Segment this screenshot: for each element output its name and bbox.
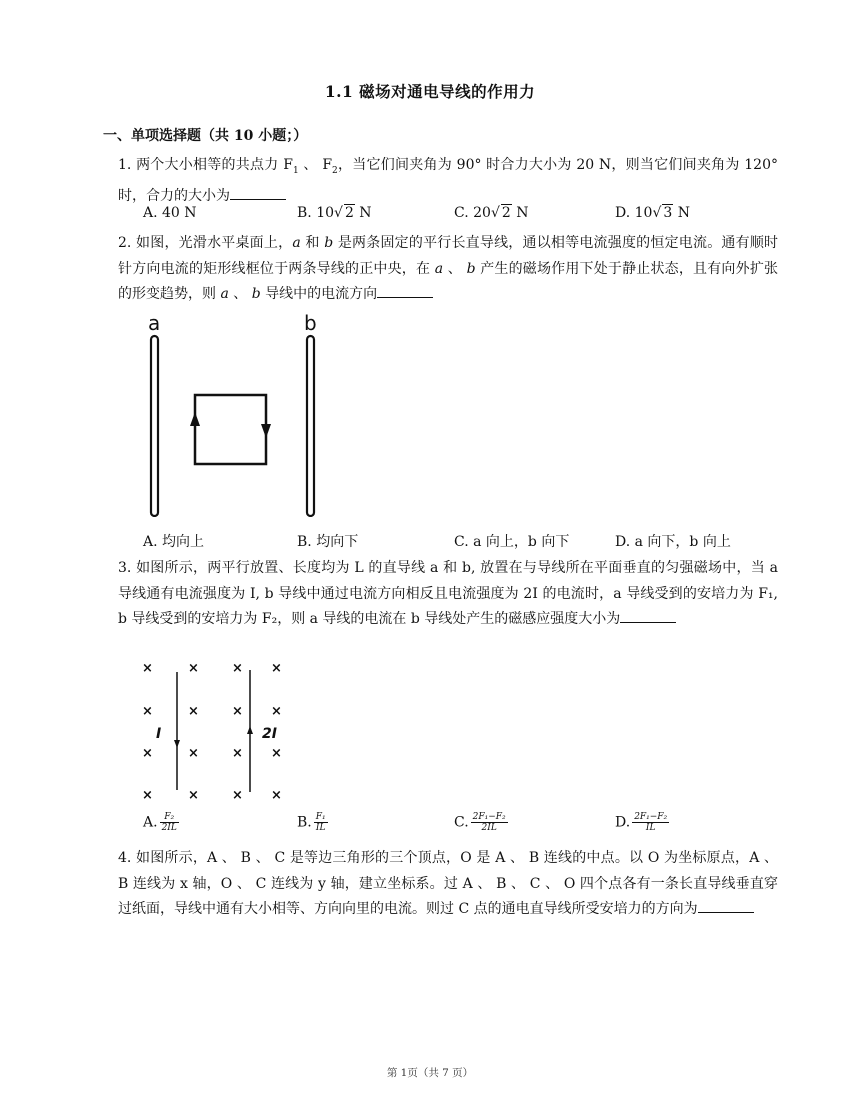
svg-text:×: ×	[142, 704, 153, 719]
question-text: 、	[228, 286, 252, 302]
current-label-2i: 2I	[262, 726, 277, 742]
wire-a-label: a	[148, 312, 161, 335]
page-footer: 第 1页（共 7 页）	[386, 1067, 474, 1079]
options-row	[143, 812, 783, 840]
arrow-down-icon	[174, 740, 180, 748]
wire-b	[307, 336, 314, 516]
wire-a	[151, 336, 158, 516]
question-text: 产生的磁场作用下处于静止状态，且有向外扩张的形变趋势，则	[118, 260, 779, 302]
answer-blank	[698, 898, 754, 913]
svg-text:×: ×	[188, 746, 199, 761]
svg-text:×: ×	[232, 661, 243, 676]
question-1: 1. 两个大小相等的共点力 $F_1$ 、 $F_2$，当它们间夹角为 90° 时合力大小为 20 N，则当它们间夹角为 120° 时，合力的大小为	[118, 157, 778, 205]
svg-text:×: ×	[271, 704, 282, 719]
question-number: 1.	[118, 157, 132, 173]
question-text: 、	[443, 260, 467, 277]
option-d: D. a 向下，b 向上	[615, 534, 731, 550]
arrow-up-icon	[247, 726, 253, 734]
question-2: 2. 如图，光滑水平桌面上，a 和 b 是两条固定的平行长直导线，通以相等电流强度的恒定电流。通有顺时针方向电流的矩形线框位于两条导线的正中央，在 a 、 b 产生的磁场作用下处于静止状态，且有向外扩张的形变趋势，则 a 、 b 导线中的电流方向	[118, 235, 779, 302]
option-b: B. 均向下	[297, 534, 359, 550]
svg-text:×: ×	[142, 746, 153, 761]
option-a: A. 40 N	[143, 205, 197, 221]
page-title: 1.1 磁场对通电导线的作用力	[324, 82, 536, 101]
options-row	[143, 205, 783, 227]
option-b: B. 10√ 2 N	[297, 205, 372, 221]
svg-text:×: ×	[232, 704, 243, 719]
question-text: 和	[300, 235, 325, 251]
svg-text:×: ×	[142, 788, 153, 803]
figure-magnetic-field	[138, 660, 288, 805]
option-a: A. $\frac{\text{F₂}}{2IL}$	[143, 812, 177, 833]
question-text: 如图所示，A 、 B 、 C 是等边三角形的三个顶点，O 是 A 、 B 连线的中点。以 O 为坐标原点，A 、 B 连线为 x 轴，O 、 C 连线为 y 轴，建立坐标系。过 A 、 B 、 C 、 O 四个点各有一条长直导线垂直穿过纸面，导线中通有大小相等、方向向里的电流。则过 C 点的通电直导线所受安培力的方向为	[118, 850, 778, 917]
answer-blank	[230, 185, 286, 200]
svg-text:×: ×	[232, 788, 243, 803]
svg-text:×: ×	[188, 788, 199, 803]
question-number: 4.	[118, 850, 132, 866]
question-text: 是两条固定的平行长直导线，通以相等电流强度的恒定电流。通有顺时针方向电流的矩形线框位于两条导线的正中央，在	[118, 235, 779, 277]
question-stem-part: 两个大小相等的共点力 F	[136, 157, 293, 173]
section-heading: 一、单项选择题（共 10 小题；）	[103, 128, 308, 144]
option-d: D. $\frac{\text{2F₁−F₂}}{IL}$	[615, 812, 668, 833]
question-text: 如图所示，两平行放置、长度均为 L 的直导线 a 和 b, 放置在与导线所在平面垂直的匀强磁场中，当 a 导线通有电流强度为 I, b 导线中通过电流方向相反且电流强度为 2I 的电流时，a 导线受到的安培力为 F₁, b 导线受到的安培力为 F₂，则 a 导线的电流在 b 导线处产生的磁感应强度大小为	[118, 560, 778, 627]
svg-text:×: ×	[271, 788, 282, 803]
answer-blank	[377, 283, 433, 298]
option-a: A. 均向上	[143, 534, 205, 550]
question-text: 如图，光滑水平桌面上，	[136, 235, 293, 251]
current-label-i: I	[156, 726, 162, 742]
svg-text:×: ×	[271, 661, 282, 676]
question-number: 2.	[118, 235, 132, 251]
svg-text:×: ×	[188, 704, 199, 719]
question-stem-part: ，当它们间夹角为 90° 时合力大小为 20 N，则当它们间夹角为 120° 时，合力的大小为	[118, 157, 778, 205]
answer-blank	[620, 608, 676, 623]
question-stem-part: 、 F	[303, 157, 333, 173]
svg-text:×: ×	[271, 746, 282, 761]
field-crosses	[142, 661, 282, 803]
option-b: B. $\frac{\text{F₁}}{IL}$	[297, 812, 326, 833]
question-3	[118, 556, 778, 633]
option-d: D. 10√ 3 N	[615, 205, 690, 221]
option-c: C. 20√ 2 N	[454, 205, 529, 221]
question-number: 3.	[118, 560, 132, 576]
question-4	[118, 846, 778, 923]
svg-text:×: ×	[142, 661, 153, 676]
svg-text:×: ×	[232, 746, 243, 761]
options-row	[143, 531, 783, 553]
option-c: C. $\frac{\text{2F₁−F₂}}{2IL}$	[454, 812, 506, 833]
question-text: 导线中的电流方向	[260, 286, 378, 302]
rectangular-loop	[195, 395, 266, 464]
wire-b-label: b	[304, 312, 317, 335]
arrow-up-icon	[190, 412, 200, 426]
figure-parallel-wires	[140, 312, 340, 517]
option-c: C. a 向上，b 向下	[454, 534, 570, 550]
arrow-down-icon	[261, 424, 271, 438]
svg-text:×: ×	[188, 661, 199, 676]
